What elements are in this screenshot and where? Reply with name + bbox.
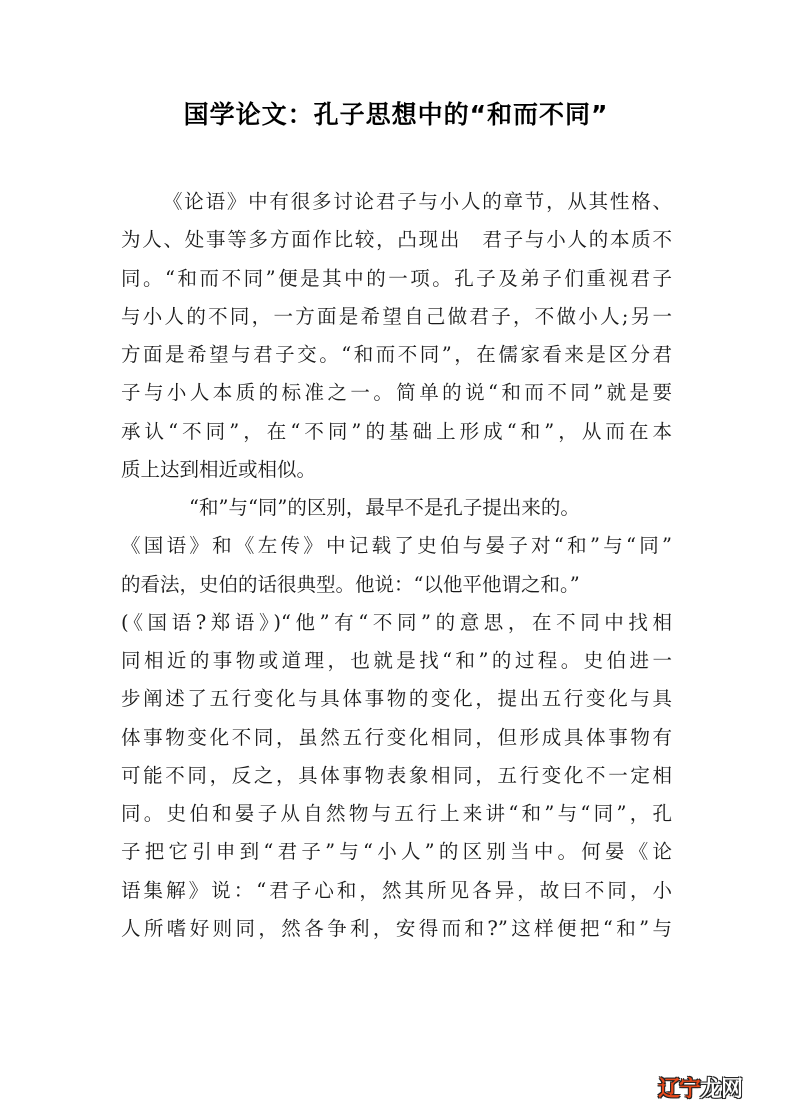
watermark-text-accent: 辽宁 [658, 1077, 701, 1102]
page-title: 国学论文：孔子思想中的“和而不同” [183, 100, 609, 129]
text-line: 可能不同，反之，具体事物表象相同，五行变化不一定相 [121, 763, 672, 787]
text-line: 《国语》和《左传》中记载了史伯与晏子对“和”与“同” [121, 534, 672, 558]
text-line: “和”与“同”的区别，最早不是孔子提出来的。 [189, 496, 580, 519]
watermark-text-outline: 龙网 [700, 1077, 743, 1102]
text-line: 体事物变化不同，虽然五行变化相同，但形成具体事物有 [121, 725, 672, 749]
paragraph-1 [121, 183, 672, 489]
site-watermark-logo [658, 1074, 742, 1106]
text-line: 为人、处事等多方面作比较，凸现出 君子与小人的本质不 [121, 228, 672, 252]
text-line: 同。“和而不同”便是其中的一项。孔子及弟子们重视君子 [121, 266, 672, 290]
text-line: 子与小人本质的标准之一。简单的说“和而不同”就是要 [121, 381, 672, 405]
text-line: 方面是希望与君子交。“和而不同”，在儒家看来是区分君 [121, 343, 672, 366]
text-line: 语集解》说：“君子心和，然其所见各异，故曰不同，小 [121, 878, 672, 902]
text-line: 子把它引申到“君子”与“小人”的区别当中。何晏《论 [121, 840, 672, 864]
paragraph-2 [121, 489, 672, 948]
text-line: (《国语?郑语》)“他”有“不同”的意思，在不同中找相 [121, 610, 672, 634]
text-line: 承认“不同”，在“不同”的基础上形成“和”，从而在本 [121, 419, 672, 443]
text-line: 的看法，史伯的话很典型。他说：“以他平他谓之和。” [121, 572, 580, 596]
document-body [121, 183, 672, 948]
text-line: 同相近的事物或道理，也就是找“和”的过程。史伯进一 [121, 649, 672, 672]
text-line: 同。史伯和晏子从自然物与五行上来讲“和”与“同”，孔 [121, 802, 672, 825]
text-line: 与小人的不同，一方面是希望自己做君子，不做小人;另一 [121, 304, 672, 328]
text-line: 人所嗜好则同，然各争利，安得而和?”这样便把“和”与 [121, 916, 672, 940]
text-line: 质上达到相近或相似。 [121, 457, 317, 481]
text-line: 步阐述了五行变化与具体事物的变化，提出五行变化与具 [121, 687, 672, 711]
text-line: 《论语》中有很多讨论君子与小人的章节，从其性格、 [163, 190, 672, 213]
